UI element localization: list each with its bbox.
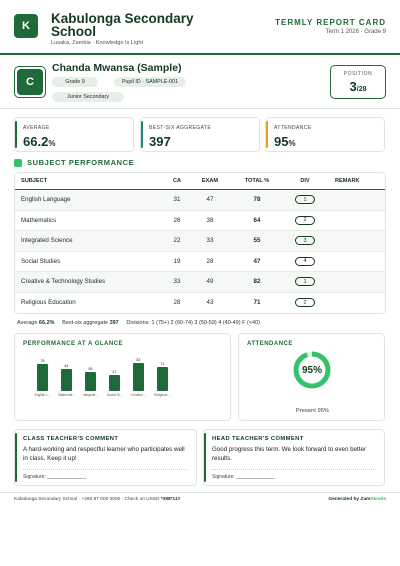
attendance-donut-title: ATTENDANCE [247,341,293,347]
class-teacher-body: A hard-working and respectful learner who participates well in class. Keep it up! [23,446,185,462]
head-teacher-body: Good progress this term. We look forward to even better results. [212,446,366,462]
class-teacher-title: CLASS TEACHER'S COMMENT [23,436,119,442]
class-teacher-signature: Signature: ______________ [23,474,87,480]
attendance-accent [266,121,268,148]
signature-line [23,469,188,470]
position-label: POSITION [343,71,373,77]
chart-category-label: Integrate... [82,393,99,397]
pupil-id-badge: Pupil ID · SAMPLE-001 [114,77,186,87]
total-score: 71 [253,299,261,307]
attendance-label: ATTENDANCE [274,125,312,131]
generated-by: Generated by ZamSkools [328,497,386,502]
division-badge: 3 [295,236,315,245]
section-marker-icon [14,159,22,167]
glance-title: PERFORMANCE AT A GLANCE [23,341,124,347]
school-logo: K [14,14,38,38]
table-row [15,272,385,293]
chart-value-label: 82 [136,358,141,363]
signature-line [212,469,376,470]
chart-category-label: Religious ... [154,393,171,397]
attendance-donut-card [238,333,385,421]
head-teacher-signature: Signature: ______________ [212,474,276,480]
chart-value-label: 64 [64,364,69,369]
chart-bar [109,375,120,391]
chart-category-label: Social St... [106,393,123,397]
ca-score: 33 [173,278,181,286]
avatar [14,66,46,98]
division-cell [293,252,317,272]
exam-score: 49 [206,278,214,286]
aggregate-value: 397 [149,134,171,149]
report-header [14,12,386,48]
chart-category-label: English L... [34,393,51,397]
total-score: 82 [253,278,261,286]
table-row [15,252,385,273]
total-score: 55 [253,237,261,245]
col-exam: EXAM [201,178,219,184]
chart-category-label: Creative ... [130,393,147,397]
chart-value-label: 55 [88,367,93,372]
position-value: 3/28 [349,79,367,94]
header-divider [0,53,400,55]
chart-category-label: Mathemat... [58,393,75,397]
exam-score: 33 [206,237,214,245]
ca-score: 22 [173,237,181,245]
subject-name: Creative & Technology Studies [21,278,106,286]
division-badge: 1 [295,195,315,204]
division-cell [293,272,317,292]
head-teacher-title: HEAD TEACHER'S COMMENT [212,436,304,442]
chart-value-label: 71 [160,361,165,366]
section-divider [0,108,400,109]
exam-score: 47 [206,196,214,204]
col-ca: CA [172,178,182,184]
ca-score: 26 [173,216,181,224]
division-cell [293,190,317,210]
division-badge: 2 [295,298,315,307]
average-label: AVERAGE [23,125,50,131]
total-score: 47 [253,257,261,265]
table-row [15,211,385,232]
grade-badge: Grade 9 [52,77,98,87]
col-remark: REMARK [335,178,360,184]
division-badge: 1 [295,277,315,286]
subject-table [14,172,386,314]
subject-name: Mathematics [21,216,57,224]
total-score: 78 [253,196,261,204]
school-tagline: Lusaka, Zambia · Knowledge Is Light [51,40,144,46]
comment-accent [15,433,17,482]
division-cell [293,293,317,314]
division-cell [293,211,317,231]
attendance-donut-value: 95% [301,364,322,376]
ca-score: 19 [173,257,181,265]
aggregate-label: BEST-SIX AGGREGATE [149,125,212,131]
class-teacher-comment [14,429,197,486]
chart-bar [61,369,72,391]
average-card [14,117,134,152]
chart-bar [37,364,48,391]
table-row [15,231,385,252]
score-summary: Average 66.2% Best-six aggregate 397 Divisions: 1 (75+) 2 (60-74) 3 (50-59) 4 (40-49) F (<40) [17,320,260,326]
ussd-code: *388*11# [160,497,181,502]
attendance-card [265,117,385,152]
position-box [330,65,386,99]
ca-score: 31 [173,196,181,204]
table-body [15,190,385,313]
subject-name: English Language [21,196,71,204]
aggregate-accent [141,121,143,148]
school-name: Kabulonga Secondary School [51,11,194,39]
ca-score: 28 [173,299,181,307]
table-header [15,173,385,190]
subject-name: Social Studies [21,257,61,265]
chart-value-label: 78 [40,359,45,364]
student-name: Chanda Mwansa (Sample) [52,62,182,74]
subject-section-title: SUBJECT PERFORMANCE [14,158,134,167]
subject-name: Religious Education [21,299,76,307]
subject-name: Integrated Science [21,237,73,245]
chart-bar [157,367,168,391]
aggregate-card [140,117,260,152]
col-total: TOTAL % [244,178,270,184]
chart-bar [133,363,144,391]
report-title: TERMLY REPORT CARD [275,18,386,27]
attendance-value: 95% [274,134,296,149]
footer-divider [0,492,400,493]
exam-score: 43 [206,299,214,307]
division-badge: 4 [295,257,315,266]
footer-contact: Kabulonga Secondary School · +260 97 000 0000 · Check on USSD *388*11# [14,497,181,502]
col-subject: SUBJECT [21,178,48,184]
table-row [15,293,385,314]
chart-value-label: 47 [112,370,117,375]
division-badge: 2 [295,216,315,225]
average-accent [15,121,17,148]
division-cell [293,231,317,251]
head-teacher-comment [203,429,385,486]
level-badge: Junior Secondary [52,92,124,102]
average-value: 66.2% [23,134,56,149]
comment-accent [204,433,206,482]
table-row [15,190,385,211]
exam-score: 38 [206,216,214,224]
student-initial: C [17,69,43,95]
attendance-caption: Present 95% [295,408,330,414]
total-score: 64 [253,216,261,224]
col-div: DIV [300,178,310,184]
report-term: Term 1 2026 · Grade 9 [325,29,386,35]
chart-bar [85,372,96,391]
exam-score: 28 [206,257,214,265]
